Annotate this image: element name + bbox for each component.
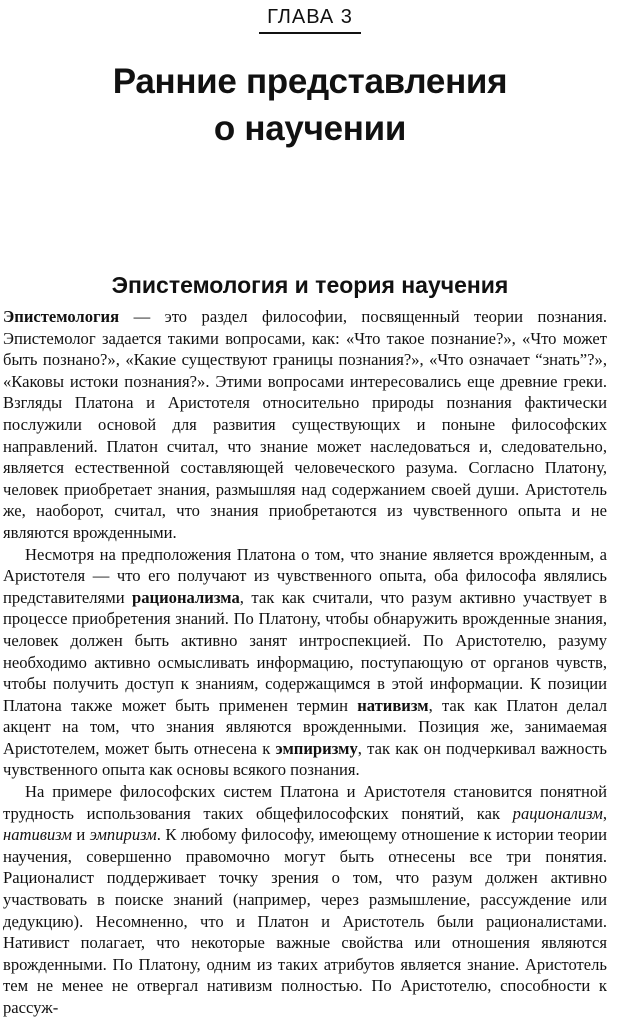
term-nativism: нативизм (357, 695, 429, 715)
term-epistemology: Эпистемология (3, 307, 120, 326)
body-text (3, 306, 607, 1019)
italic-nativism: нативизм (3, 825, 72, 845)
italic-empiricism: эмпиризм (89, 825, 157, 845)
paragraph-1-text: — это раздел философии, посвященный теории познания. Эпистемолог задается такими вопросами, как: «Что такое познание?», «Что может быть познано?», «Какие существуют границы познания?», «Что означает “знать”?», «Каковы истоки познания?». Этими вопросами интересовались еще древние греки. Взгляды Платона и Аристотеля относительно природы познания фактически послужили основой для развития существующих и поныне философских направлений. Платон считал, что знание может наследоваться и, следовательно, является естественной составляющей человеческого разума. Согласно Платону, человек приобретает знания, размышляя над содержанием своей души. Аристотель же, наоборот, считал, что знания приобретаются из чувственного опыта и не являются врожденными. (3, 307, 607, 542)
paragraph-3-text-3: и (71, 825, 90, 845)
paragraph-2-text-1: Несмотря на предположения Платона о том, что знание является врожденным, а Аристотеля — что его получают из чувственного опыта, оба философа являлись представителями (3, 544, 607, 607)
chapter-label-text: ГЛАВА 3 (259, 6, 361, 34)
paragraph-3 (3, 781, 607, 1019)
paragraph-3-text-1: На примере философских систем Платона и Аристотеля становится понятной трудность использования таких общефилософских понятий, как (3, 782, 607, 823)
term-empiricism: эмпиризму (275, 738, 358, 758)
paragraph-3-text-4: . К любому философу, имеющему отношение к истории теории научения, совершенно правомочно могут быть отнесены все три понятия. Рационалист поддерживает точку зрения о том, что разум должен активно участвовать в поиске знаний (например, через размышление, рассуждение или дедукцию). Несомненно, что и Платон и Аристотель были рационалистами. Нативист полагает, что некоторые важные свойства или отношения являются врожденными. По Платону, одним из таких атрибутов является знание. Аристотель тем не менее не отвергал нативизм полностью. По Аристотелю, способности к рассуж- (3, 825, 608, 1017)
paragraph-3-text-2: , (602, 803, 607, 823)
paragraph-2-text-4: , так как он подчеркивал важность чувственного опыта как основы всякого познания. (3, 738, 607, 780)
chapter-label (0, 6, 620, 34)
term-rationalism: рационализма (132, 587, 240, 607)
section-title: Эпистемология и теория научения (111, 272, 509, 298)
paragraph-1 (3, 306, 607, 544)
paragraph-2-text-2: , так как считали, что разум активно участвует в процессе приобретения знаний. По Платону, чтобы обнаружить врожденные знания, человек должен быть активно занят интроспекцией. По Аристотелю, разуму необходимо активно осмысливать информацию, поступающую от органов чувств, чтобы получить доступ к знаниям, содержащимся в этой информации. К позиции Платона также может быть применен термин (3, 587, 607, 715)
chapter-title (0, 58, 620, 152)
paragraph-2 (3, 544, 607, 782)
paragraph-2-text-3: , так как Платон делал акцент на том, что знания являются врожденными. Позиция же, занимаемая Аристотелем, может быть отнесена к (3, 695, 608, 758)
italic-rationalism: рационализм (512, 803, 603, 823)
chapter-title-line-2: о научении (213, 109, 407, 148)
chapter-title-line-1: Ранние представления (112, 62, 508, 101)
